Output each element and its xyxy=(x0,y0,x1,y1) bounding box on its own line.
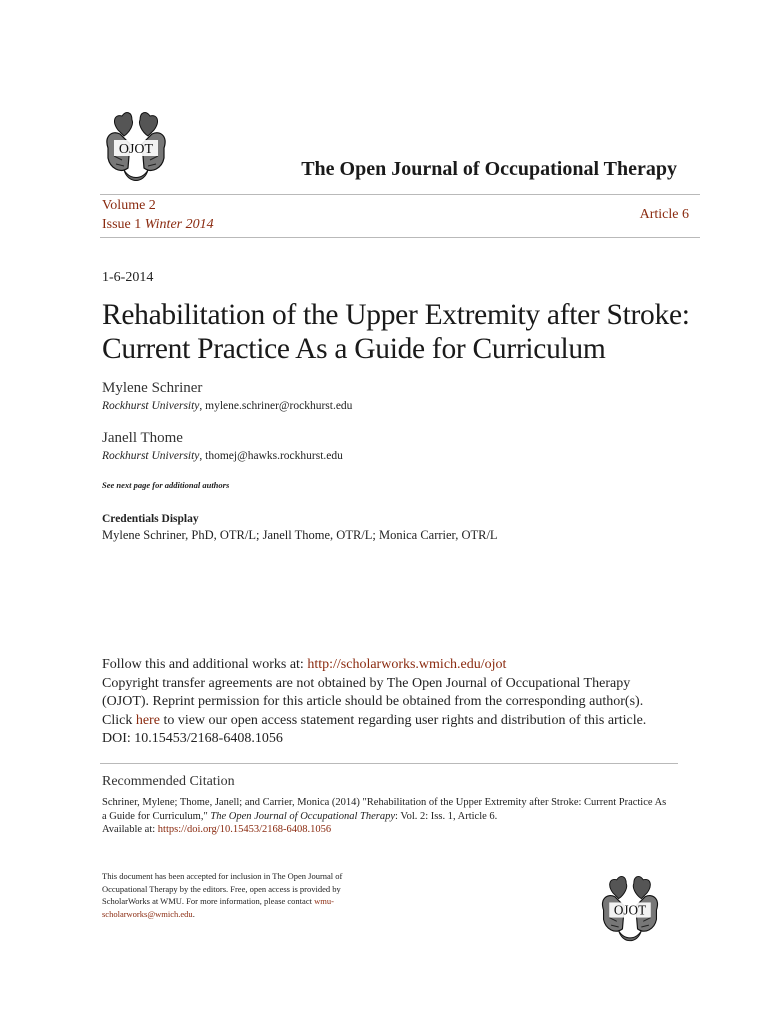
article-title-line-1: Rehabilitation of the Upper Extremity after Stroke: xyxy=(102,299,690,331)
article-title[interactable] xyxy=(102,298,702,366)
publication-date: 1-6-2014 xyxy=(102,270,154,285)
article-number-link[interactable]: Article 6 xyxy=(639,207,689,222)
open-access-line xyxy=(102,712,702,731)
ojot-logo xyxy=(100,108,172,188)
issue-season: Winter 2014 xyxy=(144,217,214,232)
journal-title[interactable]: The Open Journal of Occupational Therapy xyxy=(301,158,677,180)
copyright-line-2: (OJOT). Reprint permission for this article should be obtained from the corresponding author(s). xyxy=(102,694,644,709)
issue-number: Issue 1 xyxy=(102,217,142,232)
citation-available-line xyxy=(102,823,692,837)
footer-line-3-prefix: ScholarWorks at WMU. For more information, please contact xyxy=(102,896,315,906)
ojot-url-link[interactable]: http://scholarworks.wmich.edu/ojot xyxy=(307,657,507,672)
copyright-line-1: Copyright transfer agreements are not obtained by The Open Journal of Occupational Therapy xyxy=(102,675,631,691)
here-link[interactable]: here xyxy=(135,712,160,728)
follow-section xyxy=(102,656,702,749)
follow-prefix: Follow this and additional works at: xyxy=(102,657,308,672)
author-email-1: , mylene.schriner@rockhurst.edu xyxy=(199,400,353,412)
logo-text: OJOT xyxy=(613,902,647,918)
ojot-hands-logo-icon xyxy=(596,872,664,948)
author-university-2: Rockhurst University xyxy=(102,450,200,462)
recommended-citation-heading: Recommended Citation xyxy=(102,774,235,789)
citation-line-1: Schriner, Mylene; Thome, Janell; and Carrier, Monica (2014) "Rehabilitation of the Upper Extremity after Stroke: Current Practice As xyxy=(102,797,667,808)
footer-notice xyxy=(102,870,392,920)
citation-text xyxy=(102,796,692,837)
header-rule-top xyxy=(100,194,700,195)
issue-link[interactable] xyxy=(102,217,214,233)
author-name-1[interactable]: Mylene Schriner xyxy=(102,380,203,396)
ojot-logo-footer xyxy=(596,872,664,948)
author-affiliation-2 xyxy=(102,450,343,462)
footer-line-3 xyxy=(102,895,392,908)
author-email-2: , thomej@hawks.rockhurst.edu xyxy=(199,450,343,462)
see-next-page-note: See next page for additional authors xyxy=(102,480,230,490)
ojot-hands-logo-icon xyxy=(100,108,172,188)
contact-email-link-part-1[interactable]: wmu- xyxy=(314,896,334,906)
footer-line-4-suffix: . xyxy=(192,908,195,919)
doi-url-link[interactable]: https://doi.org/10.15453/2168-6408.1056 xyxy=(157,824,332,835)
author-university-1: Rockhurst University xyxy=(102,400,200,412)
follow-line xyxy=(102,656,702,675)
citation-journal: The Open Journal of Occupational Therapy xyxy=(210,810,395,822)
header-rule-bottom xyxy=(100,237,700,238)
volume-link[interactable]: Volume 2 xyxy=(102,198,156,213)
credentials-text: Mylene Schriner, PhD, OTR/L; Janell Thome, OTR/L; Monica Carrier, OTR/L xyxy=(102,528,498,542)
click-rest-text: to view our open access statement regarding user rights and distribution of this article. xyxy=(159,712,647,728)
footer-line-4 xyxy=(102,908,392,921)
author-name-2[interactable]: Janell Thome xyxy=(102,430,183,446)
logo-text: OJOT xyxy=(118,142,154,157)
footer-line-2: Occupational Therapy by the editors. Free, open access is provided by xyxy=(102,883,341,894)
author-affiliation-1 xyxy=(102,400,352,412)
citation-line-2-suffix: : Vol. 2: Iss. 1, Article 6. xyxy=(395,810,498,822)
click-text: Click xyxy=(102,712,136,728)
article-title-line-2: Current Practice As a Guide for Curriculum xyxy=(102,333,606,365)
citation-line-2-prefix: a Guide for Curriculum," xyxy=(102,810,211,822)
citation-line-2 xyxy=(102,810,692,824)
contact-email-link-part-2[interactable]: scholarworks@wmich.edu xyxy=(102,908,193,919)
footer-line-1: This document has been accepted for inclusion in The Open Journal of xyxy=(102,871,343,881)
credentials-heading: Credentials Display xyxy=(102,513,199,525)
citation-rule xyxy=(100,763,678,764)
doi-text: DOI: 10.15453/2168-6408.1056 xyxy=(102,731,283,746)
available-prefix: Available at: xyxy=(102,824,158,835)
